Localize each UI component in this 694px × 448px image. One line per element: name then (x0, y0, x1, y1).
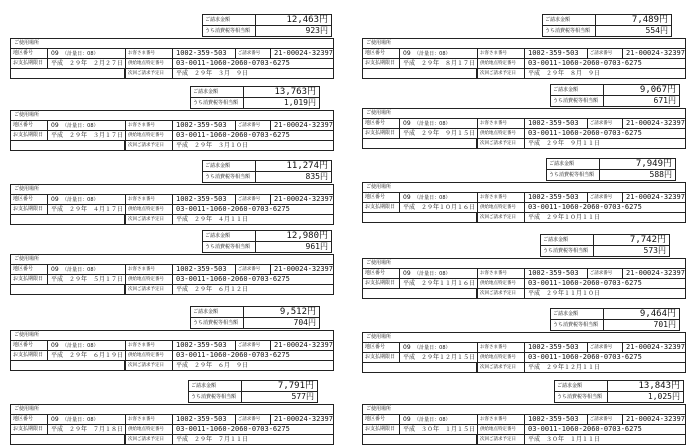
contract-number: 21-00024-32397 (273, 195, 333, 203)
total-amount: 7,949円 (635, 159, 672, 169)
area-label: 地区番号 (11, 49, 48, 58)
total-amount: 11,274円 (286, 161, 328, 171)
contract-number: 21-00024-32397 (273, 341, 333, 349)
paid-date: 平成 ２９年 ３月１７日 (48, 131, 126, 140)
usage-table (10, 38, 334, 79)
customer-number: 1002-359-503 (176, 341, 227, 349)
total-amount: 12,980円 (286, 231, 328, 241)
billing-slip (2, 230, 342, 296)
paid-date: 平成 ２９年１１月１６日 (400, 279, 478, 288)
supply-number: 03-0011-1060-2060-0703-6275 (176, 131, 290, 139)
supply-number: 03-0011-1060-2060-0703-6275 (528, 129, 642, 137)
amount-box: ご請求金額 7,791円 うち消費税等相当額 577円 (188, 380, 318, 403)
supply-number: 03-0011-1060-2060-0703-6275 (528, 59, 642, 67)
usage-table: ご使用場所 地区番号 09 （計量日：08） お客さま番号 1002-359-503 ご請求番号 21-00024-32397 お支払期限日 平成 ２９年１２月１５日 供給地点特定番号 03-0011-1060-2060-0703-6275 次回ご請求予定日 平成 ２９年１２月１１日 (362, 332, 686, 373)
billing-slip (354, 308, 694, 374)
supply-number: 03-0011-1060-2060-0703-6275 (176, 351, 290, 359)
total-amount: 13,843円 (638, 381, 680, 391)
usage-table: ご使用場所 地区番号 09 （計量日：08） お客さま番号 1002-359-503 ご請求番号 21-00024-32397 お支払期限日 平成 ２９年 ９月１５日 供給地点特定番号 03-0011-1060-2060-0703-6275 次回ご請求予定日 平成 ２９年 ９月１１日 (362, 108, 686, 149)
tax-amount: 588円 (649, 170, 672, 179)
paid-date: 平成 ３０年 １月１５日 (400, 425, 478, 434)
supply-label: 供給地点特定番号 (126, 59, 173, 68)
usage-table: ご使用場所 地区番号 09 （計量日：08） お客さま番号 1002-359-503 ご請求番号 21-00024-32397 お支払期限日 平成 ２９年 ３月１７日 供給地点特定番号 03-0011-1060-2060-0703-6275 次回ご請求予定日 平成 ２９年 ３月１０日 (10, 110, 334, 151)
usage-table: ご使用場所 地区番号 09 （計量日：08） お客さま番号 1002-359-503 ご請求番号 21-00024-32397 お支払期限日 平成 ２９年 ４月１７日 供給地点特定番号 03-0011-1060-2060-0703-6275 次回ご請求予定日 平成 ２９年 ４月１１日 (10, 184, 334, 225)
paid-date: 平成 ２９年 ８月１７日 (400, 59, 478, 68)
customer-number: 1002-359-503 (528, 119, 579, 127)
customer-number: 1002-359-503 (528, 415, 579, 423)
usage-table: ご使用場所 地区番号 09 （計量日：08） お客さま番号 1002-359-503 ご請求番号 21-00024-32397 お支払期限日 平成 ２９年 ６月１９日 供給地点特定番号 03-0011-1060-2060-0703-6275 次回ご請求予定日 平成 ２９年 ６月 ９日 (10, 330, 334, 371)
customer-number: 1002-359-503 (176, 265, 227, 273)
tax-amount: 923円 (305, 26, 328, 35)
paid-date: 平成 ２９年 ９月１５日 (400, 129, 478, 138)
next-date: 平成 ２９年 ７月１１日 (176, 436, 249, 443)
contract-number: 21-00024-32397 (625, 49, 685, 57)
next-date: 平成 ２９年 ８月 ９日 (528, 70, 601, 77)
supply-number: 03-0011-1060-2060-0703-6275 (176, 275, 290, 283)
paid-date: 平成 ２９年１２月１５日 (400, 353, 478, 362)
paid-date: 平成 ２９年 ４月１７日 (48, 205, 126, 214)
paid-date-label: お支払期限日 (11, 59, 48, 68)
place-label: ご使用場所 (11, 39, 333, 49)
amount-box: ご請求金額 13,843円 うち消費税等相当額 1,025円 (554, 380, 684, 403)
billing-slip (2, 306, 342, 372)
contract-number: 21-00024-32397 (273, 265, 333, 273)
amount-box (202, 14, 332, 37)
next-date: 平成 ２９年 ６月 ９日 (176, 362, 249, 369)
customer-number: 1002-359-503 (528, 343, 579, 351)
usage-table: ご使用場所 地区番号 09 （計量日：08） お客さま番号 1002-359-503 ご請求番号 21-00024-32397 お支払期限日 平成 ２９年１０月１６日 供給地点特定番号 03-0011-1060-2060-0703-6275 次回ご請求予定日 平成 ２９年１０月１１日 (362, 182, 686, 223)
customer-number: 1002-359-503 (176, 49, 227, 57)
next-date: 平成 ３０年 １月１１日 (528, 436, 601, 443)
usage-table: ご使用場所 地区番号 09 （計量日：08） お客さま番号 1002-359-503 ご請求番号 21-00024-32397 お支払期限日 平成 ３０年 １月１５日 供給地点特定番号 03-0011-1060-2060-0703-6275 次回ご請求予定日 平成 ３０年 １月１１日 (362, 404, 686, 445)
supply-number: 03-0011-1060-2060-0703-6275 (176, 425, 290, 433)
paid-date: 平成 ２９年１０月１６日 (400, 203, 478, 212)
right-column (354, 0, 694, 448)
tax-amount: 835円 (305, 172, 328, 181)
tax-amount: 1,019円 (283, 98, 316, 107)
contract-number: 21-00024-32397 (625, 269, 685, 277)
contract-number: 21-00024-32397 (625, 193, 685, 201)
contract-number: 21-00024-32397 (273, 415, 333, 423)
customer-number: 1002-359-503 (528, 269, 579, 277)
amount-box: ご請求金額 13,763円 うち消費税等相当額 1,019円 (190, 86, 320, 109)
paid-date: 平成 ２９年 ６月１９日 (48, 351, 126, 360)
contract-number: 21-00024-32397 (625, 119, 685, 127)
tax-amount: 961円 (305, 242, 328, 251)
next-date-label: 次回ご請求予定日 (125, 69, 173, 78)
area-value: 09 （計量日：08） (48, 49, 126, 58)
left-column (2, 0, 342, 448)
usage-table: ご使用場所 地区番号 09 （計量日：08） お客さま番号 1002-359-503 ご請求番号 21-00024-32397 お支払期限日 平成 ２９年１１月１６日 供給地点特定番号 03-0011-1060-2060-0703-6275 次回ご請求予定日 平成 ２９年１１月１０日 (362, 258, 686, 299)
tax-amount: 671円 (653, 96, 676, 105)
billing-slip (354, 158, 694, 224)
amount-box: ご請求金額 9,067円 うち消費税等相当額 671円 (550, 84, 680, 107)
billing-slip (354, 380, 694, 446)
billing-slip (2, 380, 342, 446)
billing-slip (354, 84, 694, 150)
billing-slip (2, 160, 342, 226)
billing-slip (2, 86, 342, 152)
contract-number: 21-00024-32397 (273, 49, 333, 57)
supply-number: 03-0011-1060-2060-0703-6275 (528, 279, 642, 287)
contract-number: 21-00024-32397 (625, 415, 685, 423)
supply-number: 03-0011-1060-2060-0703-6275 (528, 203, 642, 211)
tax-amount: 1,025円 (647, 392, 680, 401)
next-date: 平成 ２９年１１月１０日 (528, 290, 601, 297)
amount-box: ご請求金額 11,274円 うち消費税等相当額 835円 (202, 160, 332, 183)
total-amount: 7,742円 (629, 235, 666, 245)
total-amount: 9,512円 (279, 307, 316, 317)
customer-number: 1002-359-503 (528, 193, 579, 201)
usage-table: ご使用場所 地区番号 09 （計量日：08） お客さま番号 1002-359-503 ご請求番号 21-00024-32397 お支払期限日 平成 ２９年 ８月１７日 供給地点特定番号 03-0011-1060-2060-0703-6275 次回ご請求予定日 平成 ２９年 ８月 ９日 (362, 38, 686, 79)
paid-date: 平成 ２９年 ５月１７日 (48, 275, 126, 284)
customer-number: 1002-359-503 (176, 415, 227, 423)
customer-number: 1002-359-503 (176, 195, 227, 203)
customer-label: お客さま番号 (126, 49, 173, 58)
next-date: 平成 ２９年 ６月１２日 (176, 286, 249, 293)
total-label: ご請求金額 (203, 15, 256, 25)
next-date: 平成 ２９年 ３月 ９日 (176, 70, 249, 77)
tax-amount: 554円 (645, 26, 668, 35)
customer-number: 1002-359-503 (176, 121, 227, 129)
total-amount: 7,489円 (631, 15, 668, 25)
contract-number: 21-00024-32397 (625, 343, 685, 351)
paid-date: 平成 ２９年 ７月１８日 (48, 425, 126, 434)
supply-number: 03-0011-1060-2060-0703-6275 (176, 59, 290, 67)
next-date: 平成 ２９年１２月１１日 (528, 364, 601, 371)
tax-amount: 573円 (643, 246, 666, 255)
amount-box: ご請求金額 7,742円 うち消費税等相当額 573円 (540, 234, 670, 257)
supply-number: 03-0011-1060-2060-0703-6275 (528, 425, 642, 433)
tax-amount: 577円 (291, 392, 314, 401)
usage-table: ご使用場所 地区番号 09 （計量日：08） お客さま番号 1002-359-503 ご請求番号 21-00024-32397 お支払期限日 平成 ２９年 ７月１８日 供給地点特定番号 03-0011-1060-2060-0703-6275 次回ご請求予定日 平成 ２９年 ７月１１日 (10, 404, 334, 445)
paid-date: 平成 ２９年 ２月２７日 (48, 59, 126, 68)
total-amount: 9,067円 (639, 85, 676, 95)
next-date: 平成 ２９年 ３月１０日 (176, 142, 249, 149)
contract-label: ご請求番号 (235, 49, 271, 58)
billing-slip (354, 14, 694, 80)
amount-box: ご請求金額 9,464円 うち消費税等相当額 701円 (550, 308, 680, 331)
next-date: 平成 ２９年 ９月１１日 (528, 140, 601, 147)
total-amount: 12,463円 (286, 15, 328, 25)
total-amount: 7,791円 (277, 381, 314, 391)
supply-number: 03-0011-1060-2060-0703-6275 (528, 353, 642, 361)
supply-number: 03-0011-1060-2060-0703-6275 (176, 205, 290, 213)
total-amount: 13,763円 (274, 87, 316, 97)
contract-number: 21-00024-32397 (273, 121, 333, 129)
billing-slip (354, 234, 694, 300)
next-date: 平成 ２９年１０月１１日 (528, 214, 601, 221)
usage-table: ご使用場所 地区番号 09 （計量日：08） お客さま番号 1002-359-503 ご請求番号 21-00024-32397 お支払期限日 平成 ２９年 ５月１７日 供給地点特定番号 03-0011-1060-2060-0703-6275 次回ご請求予定日 平成 ２９年 ６月１２日 (10, 254, 334, 295)
customer-number: 1002-359-503 (528, 49, 579, 57)
total-amount: 9,464円 (639, 309, 676, 319)
next-date: 平成 ２９年 ４月１１日 (176, 216, 249, 223)
amount-box: ご請求金額 7,489円 うち消費税等相当額 554円 (542, 14, 672, 37)
amount-box: ご請求金額 7,949円 うち消費税等相当額 588円 (546, 158, 676, 181)
tax-label: うち消費税等相当額 (203, 26, 256, 36)
tax-amount: 701円 (653, 320, 676, 329)
amount-box: ご請求金額 9,512円 うち消費税等相当額 704円 (190, 306, 320, 329)
billing-slip (2, 14, 342, 80)
amount-box: ご請求金額 12,980円 うち消費税等相当額 961円 (202, 230, 332, 253)
tax-amount: 704円 (293, 318, 316, 327)
